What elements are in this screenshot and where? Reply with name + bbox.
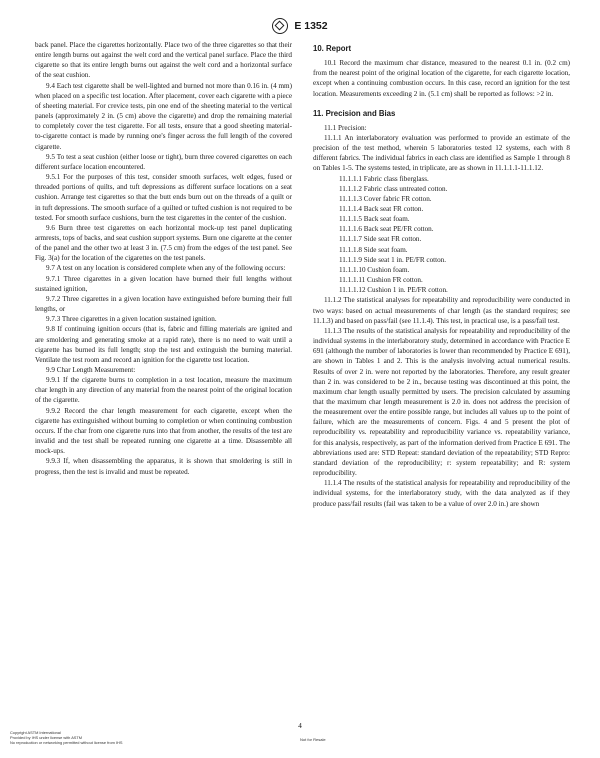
paragraph: 9.5.1 For the purposes of this test, consider smooth surfaces, welt edges, fused or threaded portions of quilts, and tuft depressions as different surface locations on a seat cushion. Arrange test cigarettes so that the butt ends burn out on the threads of a quilt or in tuft depressions. The smooth surface of a quilted or tufted cushion is not required to be tested. For smooth surface cushions, burn the test cigarettes in the center of the cushion. xyxy=(35,173,292,222)
not-for-resale-footer: Not for Resale xyxy=(300,737,326,742)
paragraph: 9.4 Each test cigarette shall be well-lighted and burned not more than 0.16 in. (4 mm) when placed on a specific test location. After placement, cover each cigarette with a piece of sheeting material. For crevice tests, pin one end of the sheeting material to the vertical panels (approximately 2 in. (5 cm) above the cigarette) and drop the remaining material to completely cover the test cigarette. For all tests, ensure that a good sheeting material-to-cigarette contact is made by running one's finger across the full length of the covered cigarette. xyxy=(35,81,292,151)
paragraph: 11.1.1.5 Back seat foam. xyxy=(339,215,410,224)
paragraph: 11.1.1 An interlaboratory evaluation was performed to provide an estimate of the precision of the test method, wherein 5 laboratories tested 12 systems, each with 8 different fabrics. The individual fabrics in each class are identified as Sample 1 through 8 on Tables 1-5. The systems tested, in triplicate, are as shown in 11.1.1.1-11.1.12. xyxy=(313,133,570,173)
left-column xyxy=(35,40,292,509)
astm-logo-icon xyxy=(272,18,288,34)
paragraph: 10.1 Record the maximum char distance, measured to the nearest 0.1 in. (0.2 cm) from the nearest point of the original location of the cigarette, for each cigarette location, except when a continuing combustion occurs. In this case, record an ignition for the test location. Measurements exceeding 2 in. (5.1 cm) shall be reported as follows: >2 in. xyxy=(313,59,570,98)
paragraph: 11.1.1.10 Cushion foam. xyxy=(339,265,410,274)
paragraph: 9.7.1 Three cigarettes in a given location have burned their full lengths without sustained ignition, xyxy=(35,274,292,293)
footer-line: Copyright ASTM International xyxy=(10,730,61,735)
paragraph: 9.5 To test a seat cushion (either loose or tight), burn three covered cigarettes on each different surface location encountered. xyxy=(35,152,292,171)
section-heading-precision: 11. Precision and Bias xyxy=(313,108,396,118)
paragraph: 11.1.1.8 Side seat foam. xyxy=(339,245,408,254)
precision-section xyxy=(313,123,570,509)
paragraph: back panel. Place the cigarettes horizontally. Place two of the three cigarettes so that their entire length burns out against the welt cord and the vertical panel surface. Place the third cigarette so that its entire length burns out against the welt cord and a horizontal surface of the seat cushion. xyxy=(35,41,292,80)
paragraph: 11.1 Precision: xyxy=(324,123,367,132)
paragraph: 11.1.1.4 Back seat FR cotton. xyxy=(339,205,424,213)
paragraph: 11.1.1.2 Fabric class untreated cotton. xyxy=(339,184,448,193)
paragraph: 9.7.2 Three cigarettes in a given location have extinguished before burning their full lengths, or xyxy=(35,294,292,314)
paragraph: 9.9.1 If the cigarette burns to completion in a test location, measure the maximum char length in any direction of any material from the nearest point of the original location of the cigarette. xyxy=(35,376,292,405)
paragraph: 11.1.1.1 Fabric class fiberglass. xyxy=(339,174,429,183)
report-section xyxy=(313,58,570,99)
paragraph: 9.8 If continuing ignition occurs (that is, fabric and filling materials are ignited and are smoldering and generating smoke at a rapid rate), there is no need to wait until a cigarette has burned its full length; stop the test and extinguish the burning material. Ventilate the test room and record an ignition for the cigarette test location. xyxy=(35,325,292,364)
paragraph: 11.1.1.7 Side seat FR cotton. xyxy=(339,235,422,244)
paragraph: 9.9.3 If, when disassembling the apparatus, it is shown that smoldering is still in progress, then the test is invalid and must be repeated. xyxy=(35,457,292,476)
paragraph: 11.1.1.12 Cushion 1 in. PE/FR cotton. xyxy=(339,286,448,295)
copyright-footer xyxy=(10,730,122,745)
paragraph: 9.9.2 Record the char length measurement for each cigarette, except when the cigarette has extinguished without burning to completion or when continuing combustion occurs. If the char from one cigarette runs into that from another, the results of the test are invalid and the test shall be repeated running one cigarette at a time. Disassemble all mock-ups. xyxy=(35,406,292,456)
paragraph: 11.1.1.6 Back seat PE/FR cotton. xyxy=(339,225,434,234)
paragraph: 11.1.3 The results of the statistical analysis for repeatability and reproducibility of the individual systems in the interlaboratory study, determined in accordance with Practice E 691 (although the number of laboratories is lower than recommended by Practice E 691), are shown in Tables 1 and 2. This is the analysis involving actual numerical results. Results of over 2 in. were not reported by the laboratories. Therefore, any result greater than 2 in. was considered to be 2 in., because testing was discontinued at this point, the maximum char length usually permitted by users. The precision calculated by assuming that the maximum char length measurement is 2.0 in. does not address the precision of the measurement over the entire possible range, but includes all values up to the point of failure, which are the measurements of concern. Figs. 4 and 5 present the plot of reproducibility vs. repeatability and reproducibility variance vs. repeatability variance, for this analysis, respectively, as part of the information derived from Practice E 691. The abbreviations used are: STD Repeat: standard deviation of the repeatability; STD Repro: standard deviation of the reproducibility; r: system repeatability; and R: system reproducibility. xyxy=(313,326,570,478)
paragraph: 9.7 A test on any location is considered complete when any of the following occurs: xyxy=(46,264,286,273)
right-column xyxy=(313,40,570,509)
standard-designation: E 1352 xyxy=(294,20,328,32)
footer-line: No reproduction or networking permitted without license from IHS xyxy=(10,740,123,746)
paragraph: 9.7.3 Three cigarettes in a given location sustained ignition. xyxy=(46,315,217,324)
paragraph: 11.1.1.11 Cushion FR cotton. xyxy=(339,276,423,285)
paragraph: 11.1.2 The statistical analyses for repeatability and reproducibility were conducted in two ways: based on actual measurements of char length (as the standard requires; see 11.1.3) and based on pass/fail (see 11.1.4). This test, in practical use, is a pass/fail test. xyxy=(313,296,570,325)
footer-line: Provided by IHS under license with ASTM xyxy=(10,735,83,741)
page-number: 4 xyxy=(298,721,302,730)
paragraph: 11.1.1.9 Side seat 1 in. PE/FR cotton. xyxy=(339,255,447,264)
paragraph: 11.1.4 The results of the statistical analysis for repeatability and reproducibility of the individual systems, for the interlaboratory study, with the data analyzed as if they produce pass/fail results (fail was taken to be a value of over 2.0 in.) are shown xyxy=(313,479,570,508)
section-heading-report: 10. Report xyxy=(313,44,352,53)
page-header xyxy=(0,18,600,34)
two-column-body xyxy=(35,40,570,509)
paragraph: 11.1.1.3 Cover fabric FR cotton. xyxy=(339,194,432,203)
paragraph: 9.6 Burn three test cigarettes on each horizontal mock-up test panel duplicating armrests, tops of backs, and seat cushion support systems. Burn one cigarette at the center of the panel and the other two at least 3 in. (7.5 cm) from the edges of the test panel. See Fig. 3(a) for the location of the cigarettes on the test panels. xyxy=(35,223,292,263)
paragraph: 9.9 Char Length Measurement: xyxy=(46,366,136,374)
